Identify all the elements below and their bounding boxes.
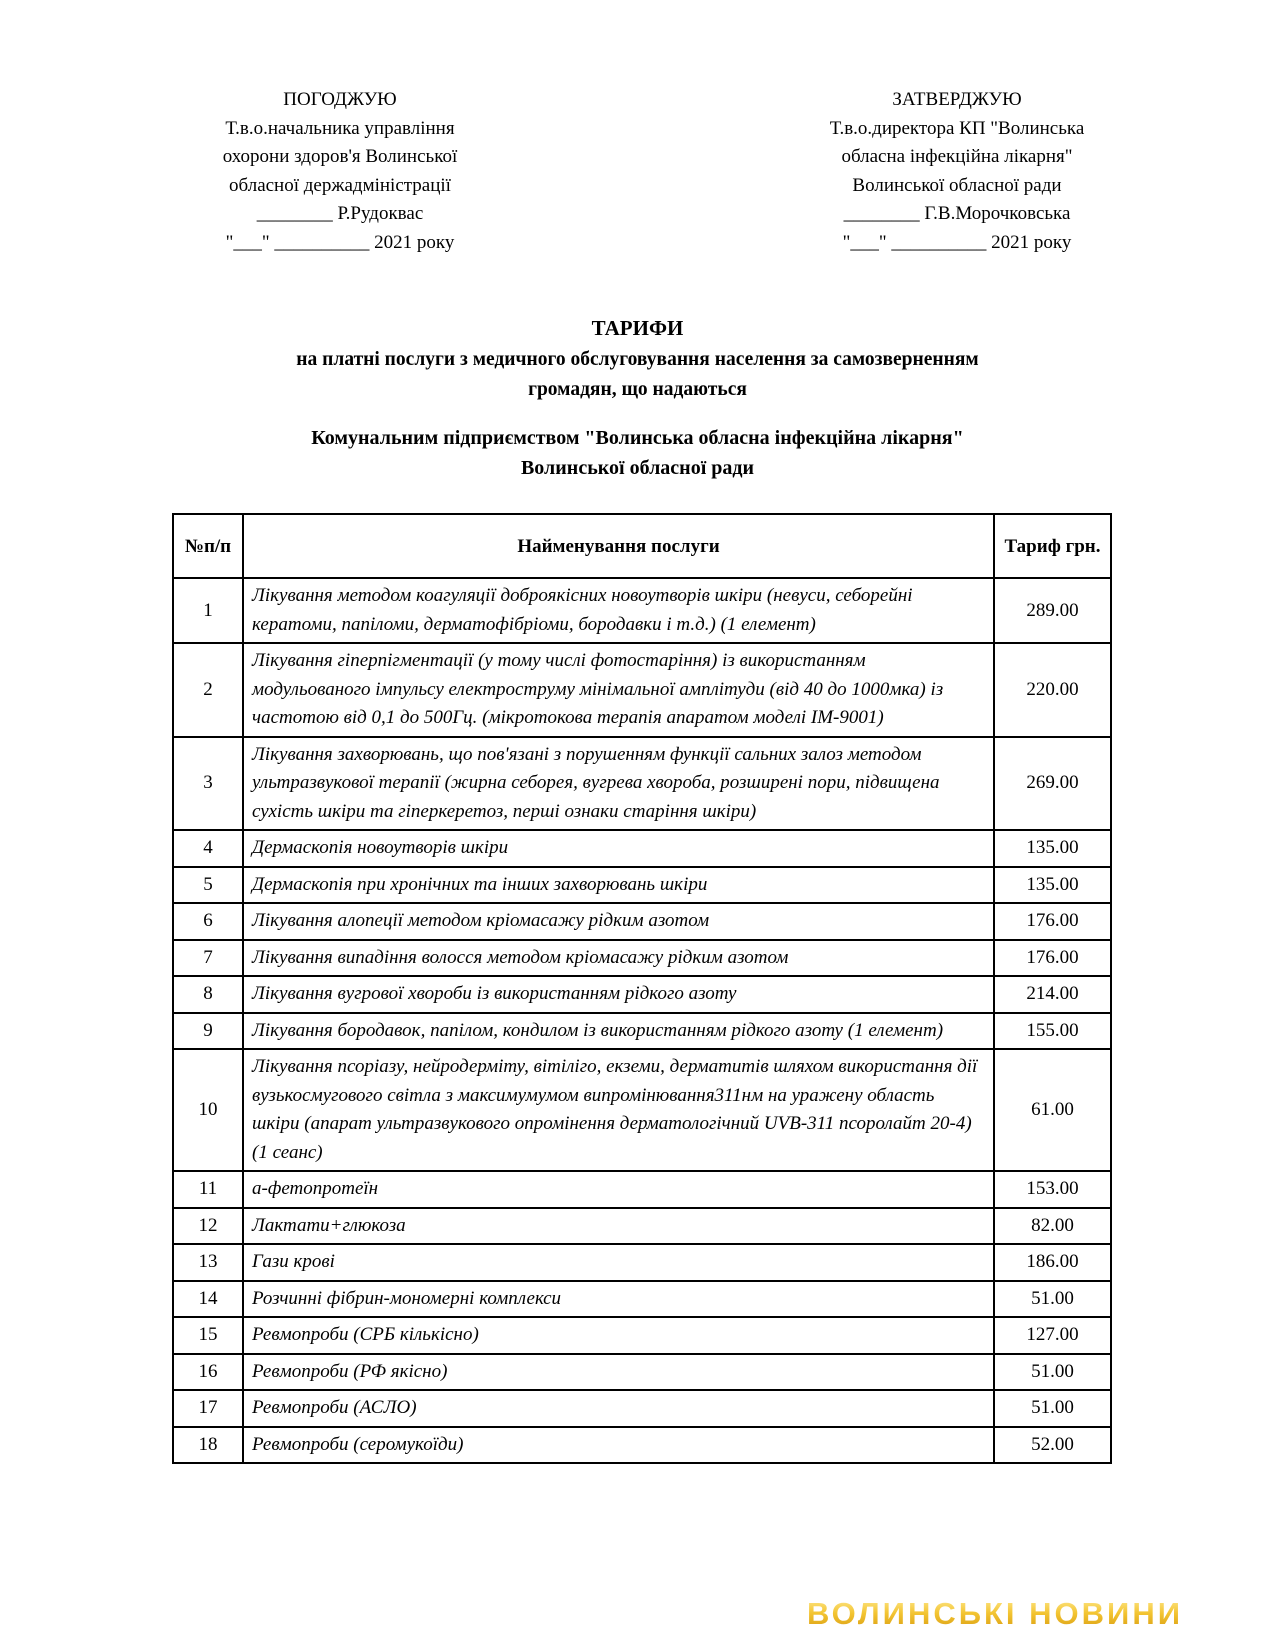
table-row — [173, 1171, 1111, 1208]
row-price: 176.00 — [994, 940, 1111, 977]
table-row — [173, 940, 1111, 977]
table-row — [173, 1013, 1111, 1050]
table-row — [173, 903, 1111, 940]
table-row — [173, 867, 1111, 904]
row-num: 8 — [173, 976, 243, 1013]
row-service: Лікування методом коагуляції доброякісних новоутворів шкіри (невуси, себорейні кератоми, папіломи, дерматофібріоми, бородавки і т.д.) (1 елемент) — [243, 578, 994, 643]
row-service: Ревмопроби (РФ якісно) — [243, 1354, 994, 1391]
row-service: Ревмопроби (АСЛО) — [243, 1390, 994, 1427]
row-price: 51.00 — [994, 1354, 1111, 1391]
approval-left-date: "___" __________ 2021 року — [225, 231, 455, 253]
row-service: Лікування випадіння волосся методом кріомасажу рідким азотом — [243, 940, 994, 977]
table-row — [173, 1317, 1111, 1354]
approval-right-date: "___" __________ 2021 року — [842, 231, 1072, 253]
table-row — [173, 737, 1111, 831]
approval-right-signature: ________ Г.В.Морочковська — [843, 203, 1071, 224]
row-price: 127.00 — [994, 1317, 1111, 1354]
approval-blocks — [0, 0, 1275, 257]
row-price: 52.00 — [994, 1427, 1111, 1464]
document-subtitle — [0, 345, 1275, 405]
watermark-volynski-novyny: ВОЛИНСЬКІ НОВИНИ — [806, 1596, 1183, 1631]
table-row — [173, 1354, 1111, 1391]
row-service: Лактати+глюкоза — [243, 1208, 994, 1245]
subtitle-line-1: на платні послуги з медичного обслуговування населення за самозверненням — [296, 349, 979, 370]
row-num: 12 — [173, 1208, 243, 1245]
row-num: 5 — [173, 867, 243, 904]
row-num: 18 — [173, 1427, 243, 1464]
row-num: 1 — [173, 578, 243, 643]
row-num: 9 — [173, 1013, 243, 1050]
row-price: 214.00 — [994, 976, 1111, 1013]
approval-left-signature: ________ Р.Рудоквас — [256, 203, 424, 224]
table-row — [173, 1281, 1111, 1318]
provider-line-1: Комунальним підприємством "Волинська обласна інфекційна лікарня" — [311, 427, 964, 449]
row-service: Ревмопроби (серомукоїди) — [243, 1427, 994, 1464]
row-price: 176.00 — [994, 903, 1111, 940]
header-num: №п/п — [173, 514, 243, 578]
tariff-table-body — [173, 578, 1111, 1463]
row-price: 153.00 — [994, 1171, 1111, 1208]
approval-right-line: обласна інфекційна лікарня" — [841, 146, 1073, 167]
tariff-table — [172, 513, 1112, 1464]
row-num: 6 — [173, 903, 243, 940]
header-tariff: Тариф грн. — [994, 514, 1111, 578]
row-service: Лікування псоріазу, нейродерміту, вітіліго, екземи, дерматитів шляхом використання дії вузькосмугового світла з максимумумом випромінювання311нм на уражену область шкіри (апарат ультразвукового опромінення дерматологічний UVB-311 псоролайт 20-4) (1 сеанс) — [243, 1049, 994, 1171]
row-price: 289.00 — [994, 578, 1111, 643]
title-section — [0, 313, 1275, 483]
provider-line-2: Волинської обласної ради — [520, 457, 755, 479]
row-service: а-фетопротеїн — [243, 1171, 994, 1208]
table-row — [173, 1390, 1111, 1427]
header-row — [173, 514, 1111, 578]
row-num: 10 — [173, 1049, 243, 1171]
row-num: 16 — [173, 1354, 243, 1391]
table-row — [173, 1208, 1111, 1245]
approval-right-line: Волинської обласної ради — [852, 174, 1062, 196]
row-price: 61.00 — [994, 1049, 1111, 1171]
row-price: 269.00 — [994, 737, 1111, 831]
row-num: 2 — [173, 643, 243, 737]
approval-left-line: Т.в.о.начальника управління — [225, 117, 455, 139]
row-num: 15 — [173, 1317, 243, 1354]
table-row — [173, 830, 1111, 867]
row-service: Лікування гіперпігментації (у тому числі фотостаріння) із використанням модульованого імпульсу електроструму мінімальної амплітуди (від 40 до 1000мка) із частотою від 0,1 до 500Гц. (мікротокова терапія апаратом моделі ІМ-9001) — [243, 643, 994, 737]
row-price: 155.00 — [994, 1013, 1111, 1050]
table-row — [173, 976, 1111, 1013]
approval-block-right — [757, 86, 1157, 257]
row-price: 220.00 — [994, 643, 1111, 737]
subtitle-line-2: громадян, що надаються — [528, 379, 747, 400]
row-num: 11 — [173, 1171, 243, 1208]
row-price: 51.00 — [994, 1281, 1111, 1318]
table-row — [173, 1427, 1111, 1464]
approval-left-line: охорони здоров'я Волинської — [222, 146, 458, 167]
row-service: Лікування вугрової хвороби із використанням рідкого азоту — [243, 976, 994, 1013]
table-row — [173, 643, 1111, 737]
approval-right-line: Т.в.о.директора КП "Волинська — [829, 117, 1085, 139]
row-service: Дермаскопія новоутворів шкіри — [243, 830, 994, 867]
row-num: 3 — [173, 737, 243, 831]
row-service: Гази крові — [243, 1244, 994, 1281]
table-row — [173, 1244, 1111, 1281]
provider-name — [0, 423, 1275, 483]
row-num: 13 — [173, 1244, 243, 1281]
row-num: 7 — [173, 940, 243, 977]
document-title: ТАРИФИ — [591, 316, 684, 340]
row-num: 17 — [173, 1390, 243, 1427]
row-service: Лікування алопеції методом кріомасажу рідким азотом — [243, 903, 994, 940]
row-price: 135.00 — [994, 830, 1111, 867]
row-num: 4 — [173, 830, 243, 867]
row-price: 186.00 — [994, 1244, 1111, 1281]
approval-right-title: ЗАТВЕРДЖУЮ — [892, 89, 1022, 110]
row-price: 82.00 — [994, 1208, 1111, 1245]
row-service: Ревмопроби (СРБ кількісно) — [243, 1317, 994, 1354]
tariff-table-header — [173, 514, 1111, 578]
header-service: Найменування послуги — [243, 514, 994, 578]
row-service: Лікування захворювань, що пов'язані з порушенням функції сальних залоз методом ультразвукової терапії (жирна себорея, вугрева хвороба, розширені пори, підвищена сухість шкіри та гіперкеретоз, перші ознаки старіння шкіри) — [243, 737, 994, 831]
row-service: Розчинні фібрин-мономерні комплекси — [243, 1281, 994, 1318]
approval-left-line: обласної держадміністрації — [229, 174, 451, 196]
approval-block-left — [140, 86, 540, 257]
row-service: Дермаскопія при хронічних та інших захворювань шкіри — [243, 867, 994, 904]
row-price: 51.00 — [994, 1390, 1111, 1427]
row-num: 14 — [173, 1281, 243, 1318]
table-row — [173, 1049, 1111, 1171]
approval-left-title: ПОГОДЖУЮ — [283, 89, 397, 110]
row-service: Лікування бородавок, папілом, кондилом із використанням рідкого азоту (1 елемент) — [243, 1013, 994, 1050]
row-price: 135.00 — [994, 867, 1111, 904]
table-row — [173, 578, 1111, 643]
